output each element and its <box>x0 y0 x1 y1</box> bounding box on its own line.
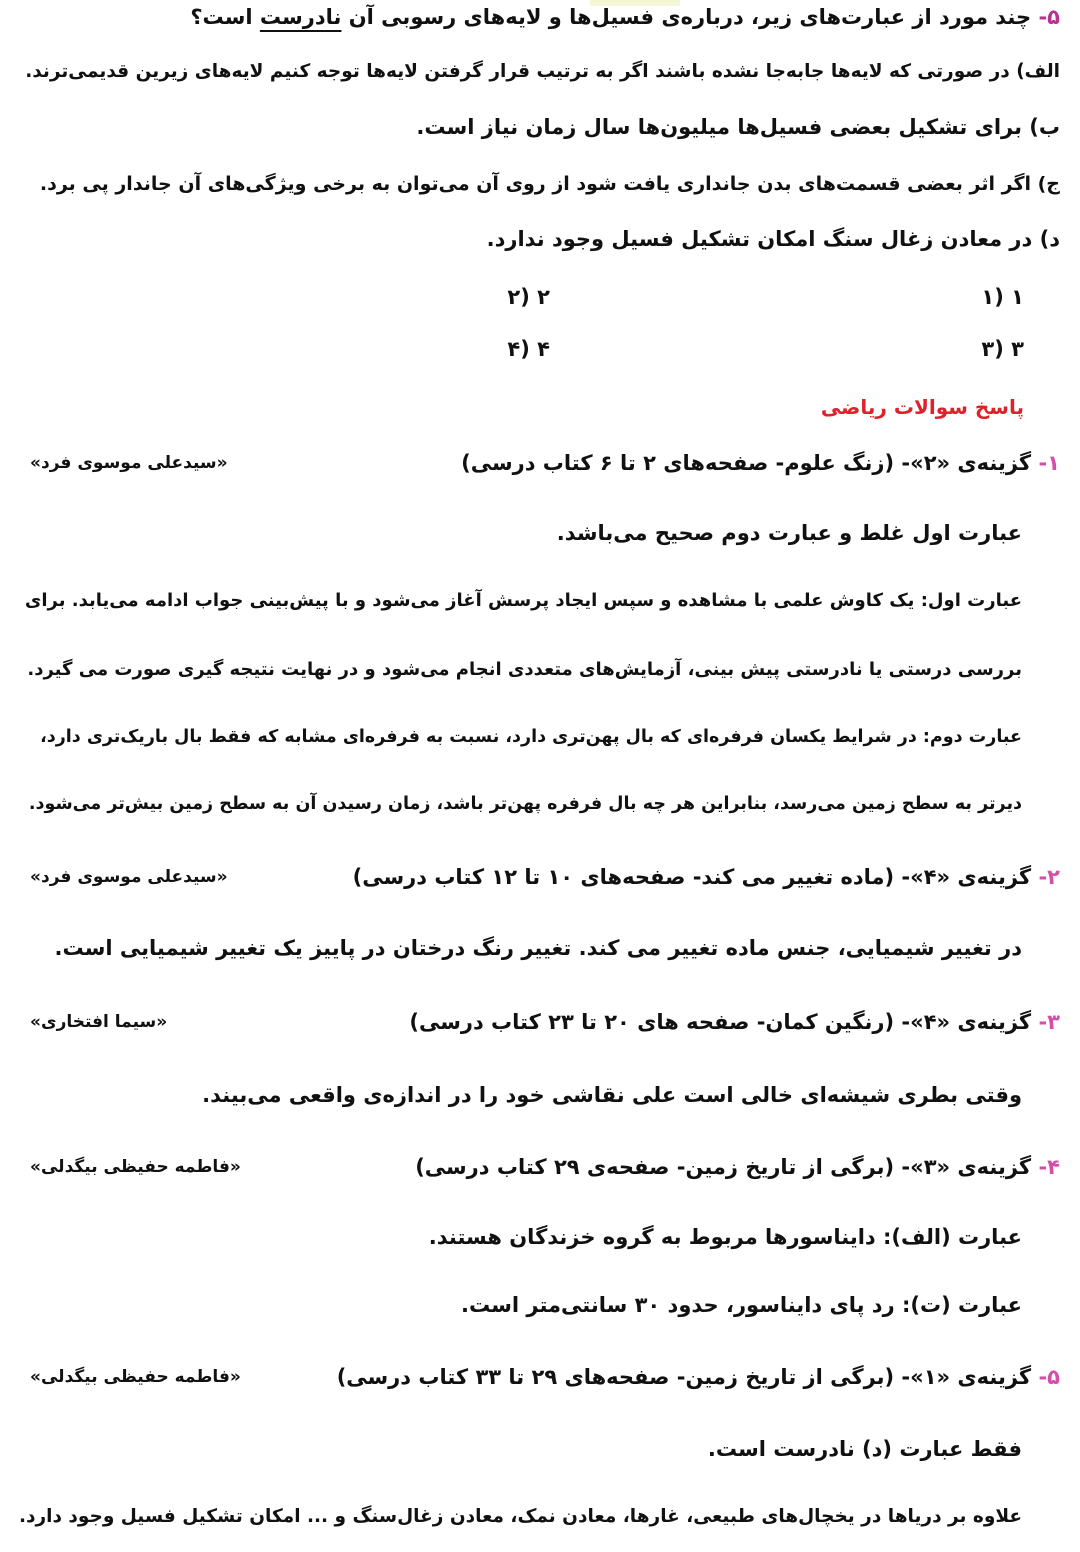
option-1[interactable]: ۱ (۱ <box>981 285 1024 309</box>
option-3[interactable]: ۳ (۳ <box>981 337 1024 361</box>
answer-5-number: ۵- <box>1038 1365 1060 1389</box>
answer-1-line-3: بررسی درستی یا نادرستی پیش بینی، آزمایش‌های متعددی انجام می‌شود و در نهایت نتیجه گیری صورت می گیرد. <box>27 659 1022 680</box>
answer-2-title: گزینه‌ی «۴»- (ماده تغییر می کند- صفحه‌های ۱۰ تا ۱۲ کتاب درسی) <box>352 865 1032 889</box>
answer-1-line-5: دیرتر به سطح زمین می‌رسد، بنابراین هر چه بال فرفره پهن‌تر باشد، زمان رسیدن آن به سطح زمین بیش‌تر می‌شود. <box>28 794 1022 814</box>
answer-2-line-1: در تغییر شیمیایی، جنس ماده تغییر می کند. تغییر رنگ درختان در پاییز یک تغییر شیمیایی است. <box>54 936 1022 960</box>
answer-3-title: گزینه‌ی «۴»- (رنگین کمان- صفحه های ۲۰ تا ۲۳ کتاب درسی) <box>409 1010 1032 1034</box>
option-4[interactable]: ۴ (۴ <box>507 337 550 361</box>
answer-1-line-1: عبارت اول غلط و عبارت دوم صحیح می‌باشد. <box>556 521 1022 545</box>
answer-5-line-1: فقط عبارت (د) نادرست است. <box>707 1437 1022 1461</box>
question-number: ۵- <box>1038 5 1060 29</box>
option-2[interactable]: ۲ (۲ <box>507 285 550 309</box>
answer-4-title: گزینه‌ی «۳»- (برگی از تاریخ زمین- صفحه‌ی ۲۹ کتاب درسی) <box>415 1155 1032 1179</box>
answer-1-number: ۱- <box>1038 451 1060 475</box>
question-stem <box>14 0 1060 34</box>
answer-1-author: «سیدعلی موسوی فرد» <box>30 453 228 473</box>
section-title: پاسخ سوالات ریاضی <box>820 395 1024 419</box>
question-underlined-word: نادرست <box>259 5 342 29</box>
answer-1-line-2: عبارت اول: یک کاوش علمی با مشاهده و سپس ایجاد پرسش آغاز می‌شود و با پیش‌بینی جواب ادامه می‌یابد. برای <box>24 590 1022 611</box>
question-text-after: است؟ <box>190 5 253 29</box>
statement-dal: د) در معادن زغال سنگ امکان تشکیل فسیل وجود ندارد. <box>486 227 1060 251</box>
answer-5-author: «فاطمه حفیظی بیگدلی» <box>30 1367 241 1387</box>
answer-4-number: ۴- <box>1038 1155 1060 1179</box>
statement-alef: الف) در صورتی که لایه‌ها جابه‌جا نشده باشند اگر به ترتیب قرار گرفتن لایه‌ها توجه کنیم لایه‌های زیرین قدیمی‌ترند. <box>25 61 1060 82</box>
answer-2-author: «سیدعلی موسوی فرد» <box>30 867 228 887</box>
answer-2-number: ۲- <box>1038 865 1060 889</box>
statement-jim: ج) اگر اثر بعضی قسمت‌های بدن جانداری یافت شود از روی آن می‌توان به برخی ویژگی‌های آن جاندار پی برد. <box>39 173 1060 195</box>
answer-4-author: «فاطمه حفیظی بیگدلی» <box>30 1157 241 1177</box>
answer-1-title: گزینه‌ی «۲»- (زنگ علوم- صفحه‌های ۲ تا ۶ کتاب درسی) <box>461 451 1032 475</box>
answer-3-author: «سیما افتخاری» <box>30 1012 168 1032</box>
answer-5-title: گزینه‌ی «۱»- (برگی از تاریخ زمین- صفحه‌های ۲۹ تا ۳۳ کتاب درسی) <box>336 1365 1032 1389</box>
answer-3-heading <box>14 1005 1060 1039</box>
answer-1-line-4: عبارت دوم: در شرایط یکسان فرفره‌ای که بال پهن‌تری دارد، نسبت به فرفره‌ای مشابه که فقط بال باریک‌تری دارد، <box>40 727 1022 747</box>
answer-3-line-1: وقتی بطری شیشه‌ای خالی است علی نقاشی خود را در اندازه‌ی واقعی می‌بیند. <box>202 1083 1022 1107</box>
answer-5-line-2: علاوه بر دریاها در یخچال‌های طبیعی، غارها، معادن نمک، معادن زغال‌سنگ و ... امکان تشکیل فسیل وجود دارد. <box>18 1506 1022 1527</box>
statement-be: ب) برای تشکیل بعضی فسیل‌ها میلیون‌ها سال زمان نیاز است. <box>416 115 1060 139</box>
answer-3-number: ۳- <box>1038 1010 1060 1034</box>
question-text-before: چند مورد از عبارت‌های زیر، درباره‌ی فسیل‌ها و لایه‌های رسوبی آن <box>348 5 1032 29</box>
answer-4-line-1: عبارت (الف): دایناسورها مربوط به گروه خزندگان هستند. <box>428 1225 1022 1249</box>
answer-4-line-2: عبارت (ت): رد پای دایناسور، حدود ۳۰ سانتی‌متر است. <box>461 1293 1022 1317</box>
